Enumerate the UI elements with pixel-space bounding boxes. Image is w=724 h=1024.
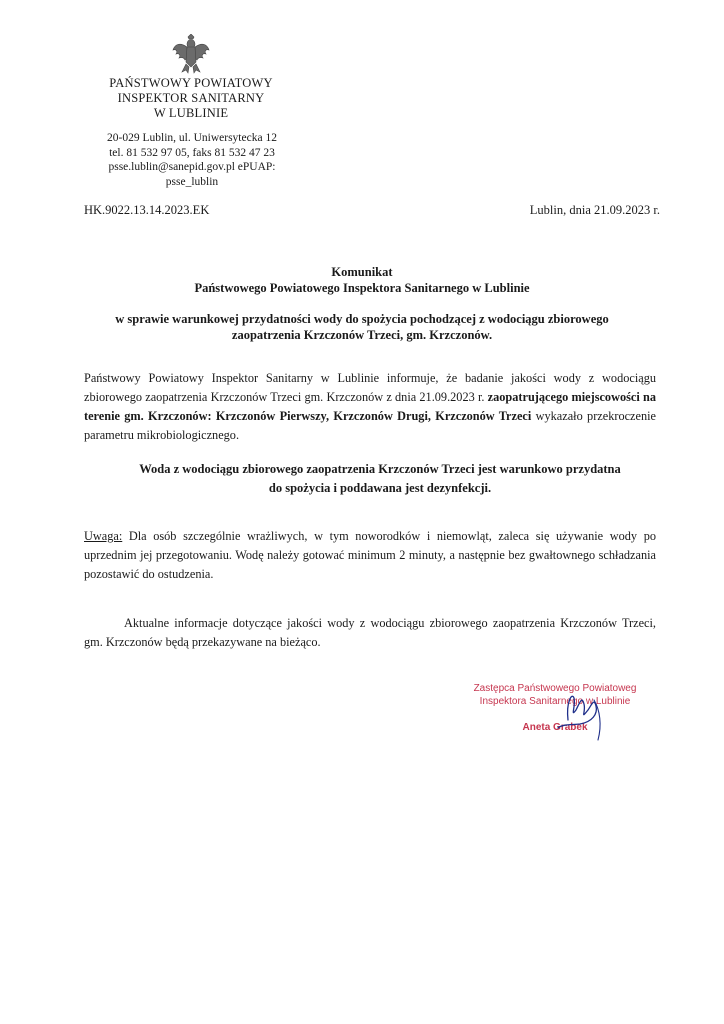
note-label: Uwaga: xyxy=(84,529,123,543)
water-status-statement xyxy=(100,460,660,498)
address-line: tel. 81 532 97 05, faks 81 532 47 23 xyxy=(109,146,275,159)
issuer-line: W LUBLINIE xyxy=(153,106,229,120)
address-line: psse.lublin@sanepid.gov.pl ePUAP: psse_lublin xyxy=(108,161,276,188)
statement-line: do spożycia i poddawana jest dezynfekcji. xyxy=(268,481,492,495)
paragraph-findings xyxy=(84,369,656,445)
findings-text: Państwowy Powiatowy Inspektor Sanitarny w Lublinie informuje, że badanie jakości wody z wodociągu zbiorowego zaopatrzenia Krzczonów Trzeci gm. Krzczonów z dnia 21.09.2023 r. xyxy=(84,371,656,404)
issuer-line: INSPEKTOR SANITARNY xyxy=(117,91,265,105)
address-line: 20-029 Lublin, ul. Uniwersytecka 12 xyxy=(107,132,277,144)
stamp-line: Zastępca Państwowego Powiatoweg xyxy=(473,683,637,694)
paragraph-closing: Aktualne informacje dotyczące jakości wody z wodociągu zbiorowego zaopatrzenia Krzczonów Trzeci, gm. Krzczonów będą przekazywane na bieżąco. xyxy=(84,616,656,649)
document-subject xyxy=(80,311,644,343)
note-text: Dla osób szczególnie wrażliwych, w tym noworodków i niemowląt, zaleca się używanie wody po uprzednim jej przegotowaniu. Wodę należy gotować minimum 2 minuty, a następnie bez gwałtownego schładzania pozostawić do ostudzenia. xyxy=(84,529,656,581)
findings-bold-text: zaopatrującego miejscowości na terenie gm. Krzczonów: Krzczonów Pierwszy, Krzczonów Drugi, Krzczonów Trzeci xyxy=(84,390,656,423)
findings-text-end: wykazało przekroczenie parametru mikrobiologicznego. xyxy=(84,409,656,442)
issuer-address xyxy=(82,131,302,189)
stamp-line: Inspektora Sanitarnego w Lublinie xyxy=(479,695,631,707)
title-line: Komunikat xyxy=(331,265,393,279)
signatory-name: Aneta Grabek xyxy=(522,722,588,733)
issuer-line: PAŃSTWOWY POWIATOWY xyxy=(109,76,273,90)
document-date: Lublin, dnia 21.09.2023 r. xyxy=(529,203,660,217)
paragraph-note xyxy=(84,527,656,584)
title-line: Państwowego Powiatowego Inspektora Sanitarnego w Lublinie xyxy=(194,281,530,295)
statement-line: Woda z wodociągu zbiorowego zaopatrzenia Krzczonów Trzeci jest warunkowo przydatna xyxy=(139,462,621,476)
subject-line: w sprawie warunkowej przydatności wody do spożycia pochodzącej z wodociągu zbiorowego xyxy=(115,312,609,326)
issuer-name xyxy=(100,76,282,121)
subject-line: zaopatrzenia Krzczonów Trzeci, gm. Krzczonów. xyxy=(231,328,493,342)
document-title xyxy=(80,264,644,296)
reference-number: HK.9022.13.14.2023.EK xyxy=(84,203,210,217)
handwritten-signature-icon xyxy=(510,680,630,750)
polish-eagle-emblem-icon xyxy=(172,34,210,74)
